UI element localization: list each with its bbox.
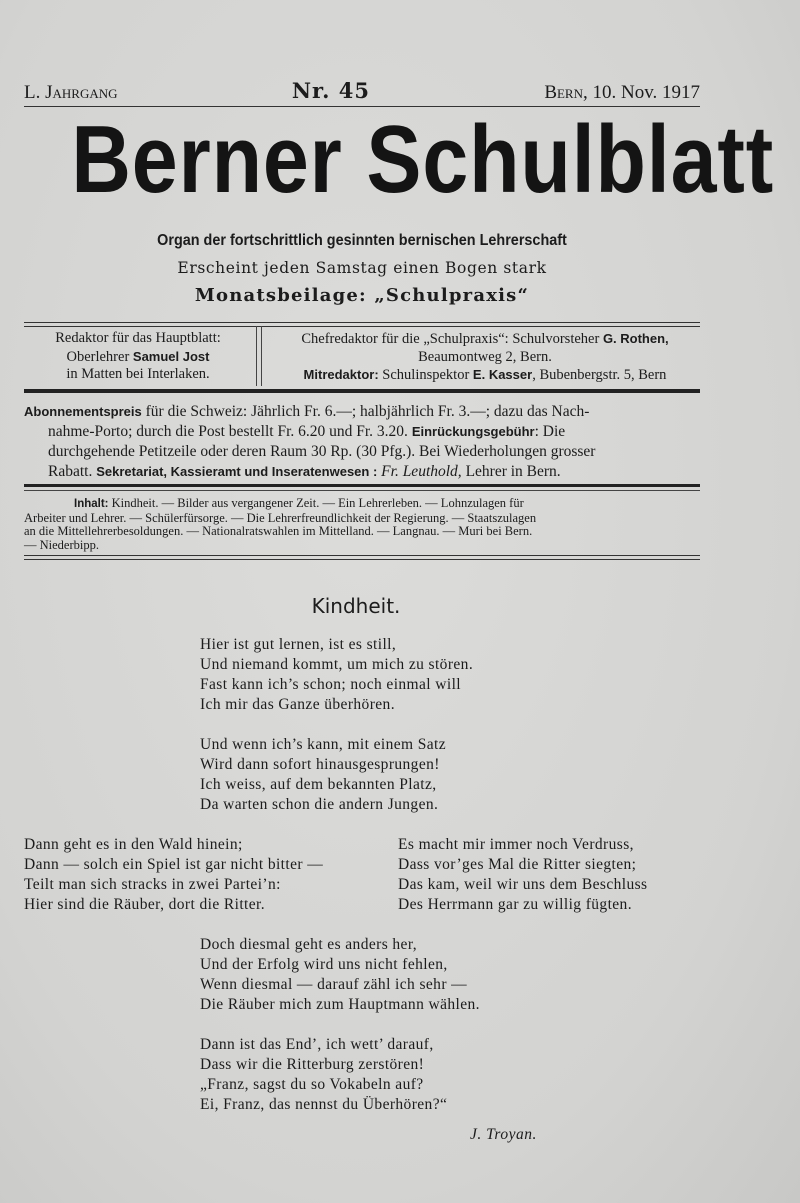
poem-line: Wird dann sofort hinausgesprungen! — [200, 756, 440, 773]
secretariat-location: Lehrer in Bern. — [461, 463, 561, 480]
poem-line: Und wenn ich’s kann, mit einem Satz — [200, 736, 447, 753]
place-date — [544, 82, 700, 104]
co-editor-name: E. Kasser — [472, 367, 533, 382]
subtitle-supplement: Monatsbeilage: „Schulpraxis“ — [194, 285, 530, 306]
poem-line: „Franz, sagst du so Vokabeln auf? — [200, 1076, 424, 1093]
poem-line: Ei, Franz, das nennst du Überhören?“ — [200, 1096, 448, 1113]
insertion-fee-colon: : Die — [534, 423, 566, 440]
contents-top-thin-rule — [24, 490, 700, 491]
editors-bottom-rule — [24, 389, 700, 393]
contents-label: Inhalt: — [74, 498, 109, 510]
issue-number: Nr. 45 — [291, 78, 370, 103]
chief-editor-line — [270, 330, 700, 349]
poem-stanza-5 — [200, 1035, 447, 1115]
subscription-label: Abonnementspreis — [24, 404, 142, 419]
subtitle-schedule: Erscheint jeden Samstag einen Bogen stark — [177, 259, 547, 277]
chief-editor-role: Chefredaktor für die „Schulpraxis“: Schulvorsteher — [301, 331, 603, 347]
poem-stanza-1 — [200, 635, 473, 715]
poem-stanza-2 — [200, 735, 446, 815]
subscription-info — [24, 402, 700, 482]
poem-stanza-3-right — [398, 835, 647, 915]
poem-line: Und der Erfolg wird uns nicht fehlen, — [200, 956, 448, 973]
poem-line: Des Herrmann gar zu willig fügten. — [398, 896, 632, 913]
contents-line-4: — Niederbipp. — [24, 537, 99, 552]
place: Bern — [544, 82, 583, 103]
masthead-header-line — [24, 78, 700, 102]
subscription-line-3: durchgehende Petitzeile oder deren Raum 30 Rp. (30 Pfg.). Bei Wiederholungen grosser — [48, 443, 596, 460]
poem-line: Und niemand kommt, um mich zu stören. — [200, 656, 474, 673]
contents-line-3: an die Mittellehrerbesoldungen. — Nationalratswahlen im Mittelland. — Langnau. — Muri bei Bern. — [24, 524, 533, 538]
contents-line-2: Arbeiter und Lehrer. — Schülerfürsorge. — Die Lehrerfreundlichkeit der Regierung. — Staatszulagen — [24, 510, 537, 525]
main-editor-name-line — [24, 348, 252, 367]
poem-line: Dass vor’ges Mal die Ritter siegten; — [398, 856, 637, 873]
editors-top-rule — [24, 322, 700, 327]
discount-text: Rabatt. — [48, 463, 97, 480]
co-editor-label: Mitredaktor: — [303, 367, 379, 382]
co-editor-line — [270, 366, 700, 385]
poem-line: Das kam, weil wir uns dem Beschluss — [398, 876, 648, 893]
poem-line: Ich mir das Ganze überhören. — [200, 696, 395, 713]
poem-line: Die Räuber mich zum Hauptmann wählen. — [200, 996, 480, 1013]
secretariat-label: Sekretariat, Kassieramt und Inseratenwesen : — [96, 464, 378, 479]
masthead-title: Berner Schulblatt — [71, 106, 775, 213]
poem-line: Wenn diesmal — darauf zähl ich sehr — — [200, 976, 468, 993]
insertion-fee-label: Einrückungsgebühr — [411, 424, 535, 439]
poem-line: Ich weiss, auf dem bekannten Platz, — [200, 776, 437, 793]
poem-stanza-3-left — [24, 835, 323, 915]
editors-box — [24, 330, 700, 384]
poem-line: Hier ist gut lernen, ist es still, — [200, 636, 397, 653]
subtitle-organ: Organ der fortschrittlich gesinnten bernischen Lehrerschaft — [157, 232, 567, 249]
subscription-line-4 — [24, 462, 700, 482]
chief-editor-address: Beaumontweg 2, Bern. — [418, 348, 552, 365]
poem-line: Teilt man sich stracks in zwei Partei’n: — [24, 876, 281, 893]
poem-line: Da warten schon die andern Jungen. — [200, 796, 439, 813]
contents-top-rule — [24, 484, 700, 487]
co-editor-address: , Bubenbergstr. 5, Bern — [532, 367, 667, 383]
main-editor-name: Samuel Jost — [132, 348, 210, 364]
main-editor-role: Redaktor für das Hauptblatt: — [55, 330, 221, 346]
main-editor-location: in Matten bei Interlaken. — [66, 366, 210, 382]
poem-line: Dann geht es in den Wald hinein; — [24, 836, 243, 853]
date: , 10. Nov. 1917 — [583, 82, 700, 103]
chief-editor-name: G. Rothen, — [602, 331, 669, 346]
poem-title: Kindheit. — [311, 594, 401, 618]
supplement-editors — [270, 330, 700, 384]
contents-items-1: Kindheit. — Bilder aus vergangener Zeit. — Ein Lehrerleben. — Lohnzulagen für — [108, 496, 524, 510]
contents-bottom-rule — [24, 555, 700, 560]
poem-line: Dann ist das End’, ich wett’ darauf, — [200, 1036, 434, 1053]
poem-line: Fast kann ich’s schon; noch einmal will — [200, 676, 461, 693]
poem-author: J. Troyan. — [470, 1126, 537, 1143]
poem-line: Hier sind die Räuber, dort die Ritter. — [24, 896, 266, 913]
main-editor — [24, 330, 252, 384]
poem-line: Es macht mir immer noch Verdruss, — [398, 836, 634, 853]
main-editor-title: Oberlehrer — [66, 348, 133, 365]
volume-label: L. Jahrgang — [24, 82, 118, 103]
co-editor-role: Schulinspektor — [378, 367, 473, 383]
editors-divider — [256, 326, 262, 386]
subscription-price: für die Schweiz: Jährlich Fr. 6.—; halbjährlich Fr. 3.—; dazu das Nach- — [141, 403, 590, 420]
subscription-line-2 — [24, 422, 700, 442]
contents-line-1 — [24, 497, 700, 512]
secretariat-name: Fr. Leuthold, — [377, 463, 462, 480]
table-of-contents — [24, 497, 700, 552]
subscription-line-1 — [24, 402, 700, 422]
poem-line: Dann — solch ein Spiel ist gar nicht bitter — — [24, 856, 324, 873]
poem-line: Doch diesmal geht es anders her, — [200, 936, 418, 953]
postal-price: nahme-Porto; durch die Post bestellt Fr. 6.20 und Fr. 3.20. — [48, 423, 412, 440]
poem-stanza-4 — [200, 935, 480, 1015]
poem-line: Dass wir die Ritterburg zerstören! — [200, 1056, 425, 1073]
